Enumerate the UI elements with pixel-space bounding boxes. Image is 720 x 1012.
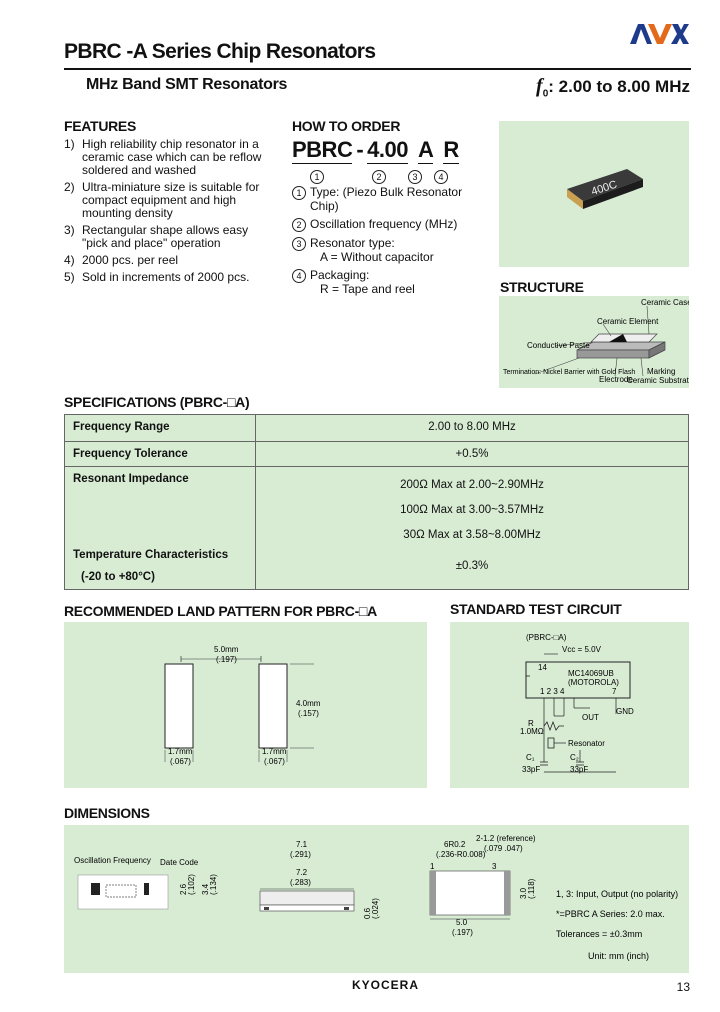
title-rule — [64, 68, 691, 70]
dim-pin3: 3 — [492, 862, 497, 871]
circuit-c1: C₁ — [526, 753, 535, 762]
dim-gap-inch: (.197) — [216, 655, 237, 664]
dim-pin1: 1 — [430, 862, 435, 871]
list-item — [64, 138, 264, 177]
dim-height-inch: (.157) — [298, 709, 319, 718]
order-step — [292, 217, 492, 232]
dim-width: 1.7mm — [168, 747, 193, 756]
dim-7-1-inch: (.291) — [290, 850, 311, 859]
marker-1 — [310, 167, 324, 185]
dim-2-6: 2.6 — [179, 883, 188, 895]
list-item — [64, 181, 264, 220]
dim-5-0: 5.0 — [456, 918, 468, 927]
label-termination: Termination: Nickel Barrier with Gold Flash — [503, 369, 636, 376]
features-heading: FEATURES — [64, 118, 137, 134]
page-number: 13 — [676, 980, 690, 994]
dim-gap: 5.0mm — [214, 645, 239, 654]
dim-3-0-inch: (.118) — [527, 878, 536, 899]
spec-value: 2.00 to 8.00 MHz — [256, 415, 689, 442]
dim-unit: Unit: mm (inch) — [588, 951, 650, 961]
list-item — [64, 254, 264, 267]
circuit-pin7: 7 — [612, 687, 617, 696]
spec-label-cell — [65, 467, 256, 590]
label-conductive-paste: Conductive Paste — [527, 341, 590, 350]
order-code — [292, 137, 463, 164]
circuit-part: (PBRC-□A) — [526, 633, 567, 642]
step-num: 2 — [292, 218, 306, 232]
dim-width-inch: (.067) — [264, 757, 285, 766]
dim-3-0: 3.0 — [519, 887, 528, 899]
dimensions-heading: DIMENSIONS — [64, 805, 150, 821]
circuit-r-value: 1.0MΩ — [520, 727, 544, 736]
spec-value: +0.5% — [256, 442, 689, 467]
avx-logo — [628, 22, 690, 46]
circuit-pins: 1 2 3 4 — [540, 687, 565, 696]
item-num: 4) — [64, 253, 75, 267]
frequency-range — [536, 75, 690, 99]
list-item — [64, 271, 264, 284]
subtitle: MHz Band SMT Resonators — [86, 76, 288, 93]
dim-7-1: 7.1 — [296, 840, 308, 849]
dim-note-3: Tolerances = ±0.3mm — [556, 929, 643, 939]
dim-2-6-inch: (.102) — [187, 874, 196, 895]
spec-label: Temperature Characteristics — [73, 549, 229, 561]
step-num: 1 — [292, 186, 306, 200]
dimensions-diagram — [64, 825, 689, 973]
item-num: 5) — [64, 270, 75, 284]
order-steps — [292, 185, 492, 300]
code-type: PBRC — [292, 137, 353, 162]
structure-heading: STRUCTURE — [500, 279, 584, 295]
dim-width-inch: (.067) — [170, 757, 191, 766]
item-num: 2) — [64, 180, 75, 194]
step-sub: A = Without capacitor — [320, 250, 434, 264]
dim-7-2: 7.2 — [296, 868, 308, 877]
circuit-resonator: Resonator — [568, 739, 605, 748]
code-frequency: 4.00 — [367, 137, 408, 162]
dim-note-2: *=PBRC A Series: 2.0 max. — [556, 909, 665, 919]
order-step — [292, 236, 492, 264]
circuit-out: OUT — [582, 713, 599, 722]
circuit-c2-value: 33pF — [570, 765, 589, 774]
item-text: High reliability chip resonator in a ceramic case which can be reflow soldered and washed — [82, 137, 262, 177]
order-heading: HOW TO ORDER — [292, 118, 401, 134]
table-row — [65, 467, 689, 590]
label-ceramic-element: Ceramic Element — [597, 317, 659, 326]
dim-ref-inch: (.079 .047) — [484, 844, 523, 853]
item-text: 2000 pcs. per reel — [82, 253, 179, 267]
specs-table — [64, 414, 689, 590]
marker-circle: 4 — [434, 170, 448, 184]
marker-circle: 1 — [310, 170, 324, 184]
dim-r02-inch: (.236-R0.008) — [436, 850, 486, 859]
marker-circle: 3 — [408, 170, 422, 184]
land-heading: RECOMMENDED LAND PATTERN FOR PBRC-□A — [64, 603, 377, 619]
product-photo — [499, 121, 689, 267]
label-ceramic-case: Ceramic Case — [641, 298, 689, 307]
item-num: 3) — [64, 223, 75, 237]
table-row — [65, 415, 689, 442]
marker-4 — [434, 167, 448, 185]
code-resonator: A — [418, 137, 434, 162]
dim-height: 4.0mm — [296, 699, 321, 708]
marker-2 — [372, 167, 386, 185]
spec-value: 200Ω Max at 2.00~2.90MHz — [400, 479, 544, 491]
circuit-r: R — [528, 719, 534, 728]
spec-value: ±0.3% — [455, 560, 489, 572]
spec-label-range: (-20 to +80°C) — [81, 571, 155, 583]
circuit-pin14: 14 — [538, 663, 547, 672]
list-item — [64, 224, 264, 250]
spec-value: 30Ω Max at 3.58~8.00MHz — [403, 529, 541, 541]
circuit-c2: C₂ — [570, 753, 579, 762]
freq-range-text: : 2.00 to 8.00 MHz — [548, 77, 690, 96]
circuit-c1-value: 33pF — [522, 765, 541, 774]
item-num: 1) — [64, 137, 75, 151]
circuit-ic: MC14069UB — [568, 669, 614, 678]
dim-date-code: Date Code — [160, 858, 199, 867]
dim-3-4: 3.4 — [201, 883, 210, 895]
dim-0-6-inch: (.024) — [371, 898, 380, 919]
step-text: Packaging: — [310, 268, 370, 282]
kyocera-logo: KYOCERA — [352, 978, 420, 992]
spec-label: Frequency Range — [65, 415, 256, 442]
freq-sub: 0 — [542, 88, 549, 100]
order-step — [292, 268, 492, 296]
circuit-maker: (MOTOROLA) — [568, 678, 619, 687]
features-list — [64, 138, 264, 288]
freq-symbol: f — [536, 75, 543, 97]
test-circuit-diagram — [450, 622, 689, 788]
dim-0-6: 0.6 — [363, 907, 372, 919]
dim-osc-freq: Oscillation Frequency — [74, 856, 151, 865]
dim-ref: 2-1.2 (reference) — [476, 834, 536, 843]
step-text: Oscillation frequency (MHz) — [310, 217, 458, 231]
item-text: Ultra-miniature size is suitable for compact equipment and high mounting density — [82, 180, 260, 220]
label-ceramic-substrate: Ceramic Substrate — [627, 376, 689, 385]
order-step — [292, 185, 492, 213]
step-text: Type: (Piezo Bulk Resonator Chip) — [310, 185, 463, 213]
item-text: Sold in increments of 2000 pcs. — [82, 270, 250, 284]
step-text: Resonator type: — [310, 236, 395, 250]
marker-3 — [408, 167, 422, 185]
spec-label: Frequency Tolerance — [65, 442, 256, 467]
dim-3-4-inch: (.134) — [209, 874, 218, 895]
spec-label: Resonant Impedance — [73, 473, 189, 485]
structure-diagram — [499, 296, 689, 388]
specs-heading: SPECIFICATIONS (PBRC-□A) — [64, 394, 250, 410]
dim-7-2-inch: (.283) — [290, 878, 311, 887]
code-dash: - — [356, 137, 364, 162]
table-row — [65, 442, 689, 467]
dim-width: 1.7mm — [262, 747, 287, 756]
land-pattern-diagram — [64, 622, 427, 788]
marker-circle: 2 — [372, 170, 386, 184]
page-title: PBRC -A Series Chip Resonators — [64, 40, 376, 63]
circuit-gnd: GND — [616, 707, 634, 716]
dim-note-1: 1, 3: Input, Output (no polarity) — [556, 889, 679, 899]
photo-label: 400C — [589, 178, 619, 199]
circuit-vcc: Vcc = 5.0V — [562, 645, 601, 654]
spec-value: 100Ω Max at 3.00~3.57MHz — [400, 504, 544, 516]
dim-5-0-inch: (.197) — [452, 928, 473, 937]
step-num: 3 — [292, 237, 306, 251]
code-packaging: R — [443, 137, 459, 162]
step-sub: R = Tape and reel — [320, 282, 415, 296]
step-num: 4 — [292, 269, 306, 283]
spec-value-cell — [256, 467, 689, 590]
circuit-heading: STANDARD TEST CIRCUIT — [450, 601, 622, 617]
label-marking: Marking — [647, 367, 676, 376]
dim-r02: 6R0.2 — [444, 840, 466, 849]
label-electrode: Electrode — [599, 375, 633, 384]
item-text: Rectangular shape allows easy "pick and place" operation — [82, 223, 249, 250]
